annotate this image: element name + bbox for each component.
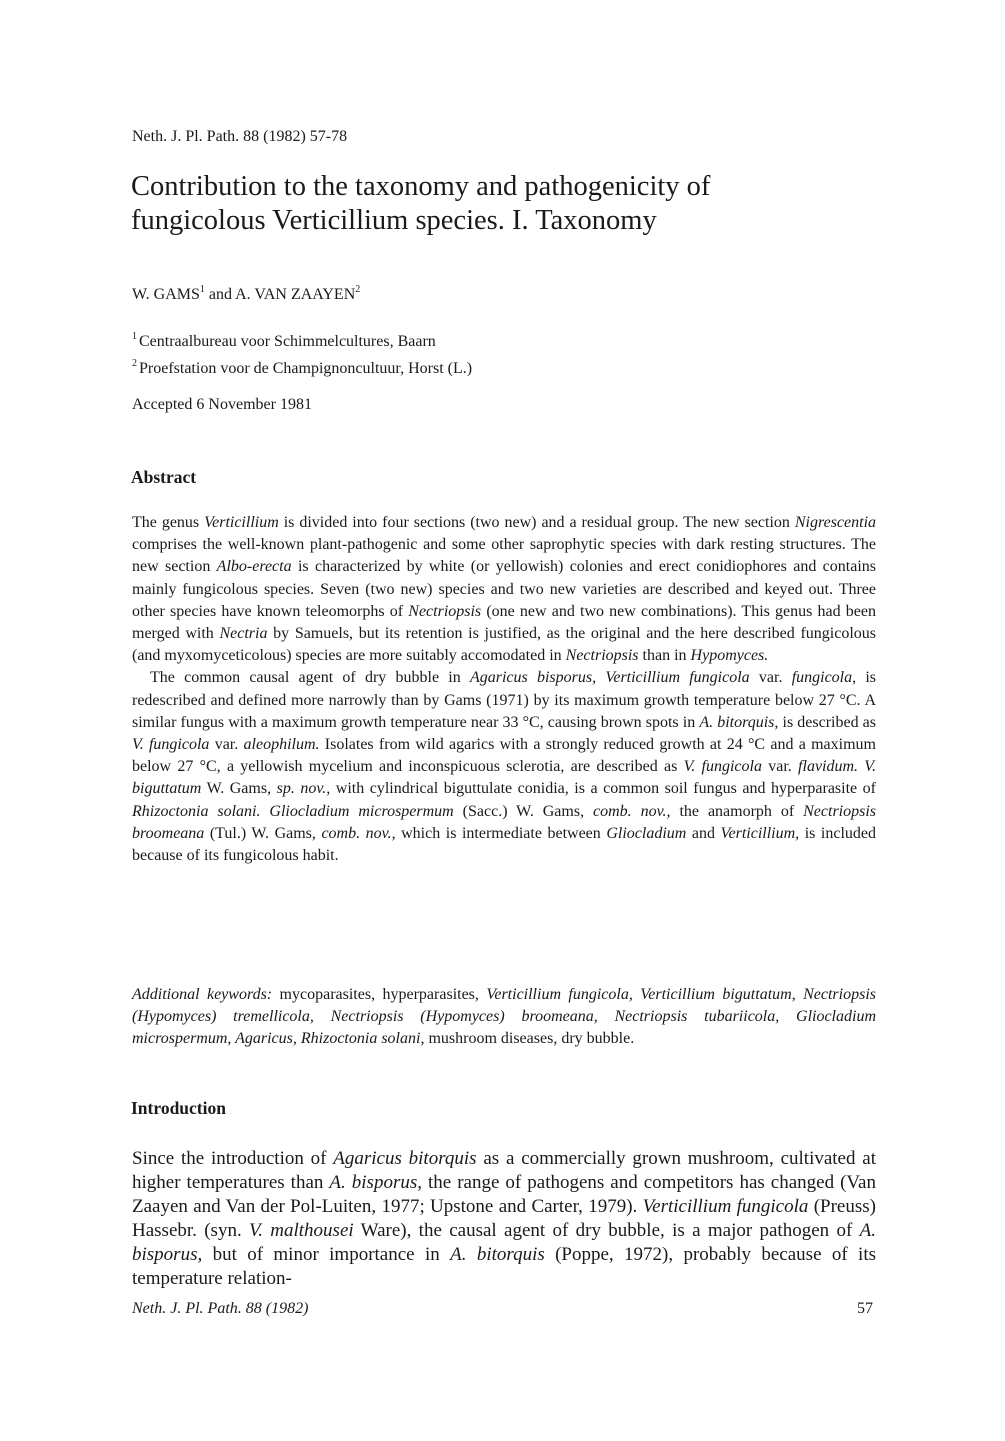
text-run: The genus: [132, 514, 205, 531]
italic-run: Gliocladium: [606, 824, 687, 842]
author-conjunction: and: [204, 286, 236, 303]
keywords: [132, 984, 876, 1051]
abstract-heading: Abstract: [131, 467, 197, 487]
text-run: (Sacc.) W. Gams,: [453, 802, 594, 820]
italic-run: A. bisporus,: [132, 1220, 876, 1265]
abstract-paragraph: [132, 512, 876, 667]
italic-run: aleophilum.: [243, 736, 320, 754]
text-run: is characterized by white (or yellowish) colonies and erect conidiophores and contains mainly fungicolous species. Seven (two new) species and two new varieties are described and keyed out. Three other species have known teleomorphs of: [132, 558, 876, 620]
text-run: the range of pathogens and competitors has changed (Van Zaayen and Van der Pol-Luiten, 1977; Upstone and Carter, 1979).: [132, 1172, 876, 1217]
italic-run: A. bitorquis,: [699, 713, 779, 731]
text-run: is divided into four sections (two new) and a residual group. The new section: [278, 514, 795, 531]
italic-run: Hypomyces.: [690, 647, 769, 665]
abstract-body: [132, 512, 876, 867]
affiliation-text: Centraalbureau voor Schimmelcultures, Baarn: [139, 333, 436, 350]
italic-run: Nigrescentia: [794, 514, 877, 531]
italic-run: Agaricus bitorquis: [333, 1148, 477, 1169]
italic-run: Verticillium,: [720, 824, 800, 842]
affiliation-number: 2: [132, 358, 137, 369]
italic-run: sp. nov.,: [276, 780, 331, 798]
italic-run: Verticillium fungicola: [642, 1196, 809, 1217]
text-run: comprises the well-known plant-pathogenic and some other saprophytic species with dark resting structures. The new section: [132, 536, 876, 576]
text-run: var.: [749, 669, 792, 687]
italic-run: Nectria: [219, 625, 268, 643]
paper-title: [131, 170, 891, 238]
text-run: is included because of its fungicolous habit.: [132, 824, 877, 865]
italic-run: V. fungicola: [683, 758, 762, 776]
text-run: Ware), the causal agent of dry bubble, is a major pathogen of: [353, 1220, 860, 1241]
text-run: the anamorph of: [670, 802, 804, 820]
title-line-2: fungicolous Verticillium species. I. Taxonomy: [131, 205, 657, 236]
title-line-1: Contribution to the taxonomy and pathogenicity of: [131, 171, 711, 202]
italic-run: Verticillium: [204, 514, 279, 531]
affiliation-item: [132, 353, 472, 380]
text-run: (Poppe, 1972), probably because of its temperature relation-: [132, 1244, 876, 1289]
italic-run: Nectriopsis: [408, 602, 482, 620]
text-run: (Tul.) W. Gams,: [204, 824, 322, 842]
text-run: than in: [638, 647, 691, 665]
text-run: as a commercially grown mushroom, cultivated at higher temperatures than: [132, 1148, 876, 1193]
journal-reference: Neth. J. Pl. Path. 88 (1982) 57-78: [132, 128, 348, 145]
text-run: mycoparasites, hyperparasites,: [272, 986, 487, 1003]
affiliation-text: Proefstation voor de Champignoncultuur, Horst (L.): [139, 360, 473, 377]
text-run: but of minor importance in: [202, 1244, 451, 1265]
text-run: (Preuss) Hassebr. (syn.: [132, 1196, 876, 1241]
introduction-paragraph: [132, 1147, 876, 1291]
italic-run: Rhizoctonia solani. Gliocladium microspermum: [132, 802, 454, 820]
text-run: The common causal agent of dry bubble in: [150, 669, 470, 687]
italic-run: A. bisporus,: [329, 1172, 422, 1193]
italic-run: fungicola,: [791, 669, 857, 687]
author-name: W. GAMS: [132, 286, 200, 303]
abstract-paragraph: [132, 667, 876, 867]
author-affiliation-mark: 1: [199, 284, 205, 295]
italic-run: V. malthousei: [249, 1220, 354, 1241]
text-run: which is intermediate between: [395, 824, 607, 842]
italic-run: V. fungicola: [132, 736, 210, 754]
text-run: var.: [209, 736, 244, 754]
italic-run: A. bitorquis: [450, 1244, 545, 1265]
text-run: Isolates from wild agarics with a strongly reduced growth at 24 °C and a maximum below 27 °C, a yellowish mycelium and inconspicuous sclerotia, are described as: [132, 736, 876, 776]
text-run: is described as: [778, 713, 877, 731]
page-number: 57: [857, 1300, 873, 1317]
introduction-heading: Introduction: [131, 1098, 226, 1118]
text-run: Since the introduction of: [132, 1148, 334, 1169]
keywords-label: Additional keywords:: [132, 986, 273, 1003]
italic-run: Verticillium fungicola, Verticillium biguttatum, Nectriopsis (Hypomyces) tremellicola, Nectriopsis (Hypomyces) broomeana, Nectriopsis tubariicola, Gliocladium microspermum, Agaricus, Rhizoctonia solani,: [132, 986, 876, 1048]
italic-run: comb. nov.,: [321, 824, 396, 842]
text-run: (one new and two new combinations). This genus had been merged with: [132, 602, 876, 643]
author-name: A. VAN ZAAYEN: [235, 286, 356, 303]
italic-run: Nectriopsis: [565, 647, 639, 665]
italic-run: Agaricus bisporus, Verticillium fungicola: [469, 669, 750, 687]
italic-run: Nectriopsis broomeana: [132, 802, 877, 842]
italic-run: comb. nov.,: [593, 802, 671, 820]
author-affiliation-mark: 2: [355, 284, 361, 295]
text-run: by Samuels, but its retention is justified, as the original and the here described fungicolous (and myxomyceticolous) species are more suitably accomodated in: [132, 625, 876, 665]
accepted-date: Accepted 6 November 1981: [132, 396, 312, 413]
text-run: W. Gams,: [201, 780, 277, 798]
text-run: var.: [761, 758, 799, 776]
text-run: is redescribed and defined more narrowly than by Gams (1971) by its maximum growth temperature below 27 °C. A similar fungus with a maximum growth temperature near 33 °C, causing brown spots in: [132, 669, 877, 731]
affiliations: [132, 326, 472, 380]
footer-journal: Neth. J. Pl. Path. 88 (1982): [132, 1300, 309, 1317]
text-run: and: [686, 824, 721, 842]
italic-run: flavidum. V. biguttatum: [132, 758, 877, 798]
italic-run: Albo-erecta: [216, 558, 292, 576]
affiliation-number: 1: [132, 331, 137, 342]
author-list: [132, 284, 360, 304]
text-run: mushroom diseases, dry bubble.: [424, 1030, 635, 1048]
text-run: with cylindrical biguttulate conidia, is a common soil fungus and hyperparasite of: [330, 780, 876, 798]
affiliation-item: [132, 326, 472, 353]
